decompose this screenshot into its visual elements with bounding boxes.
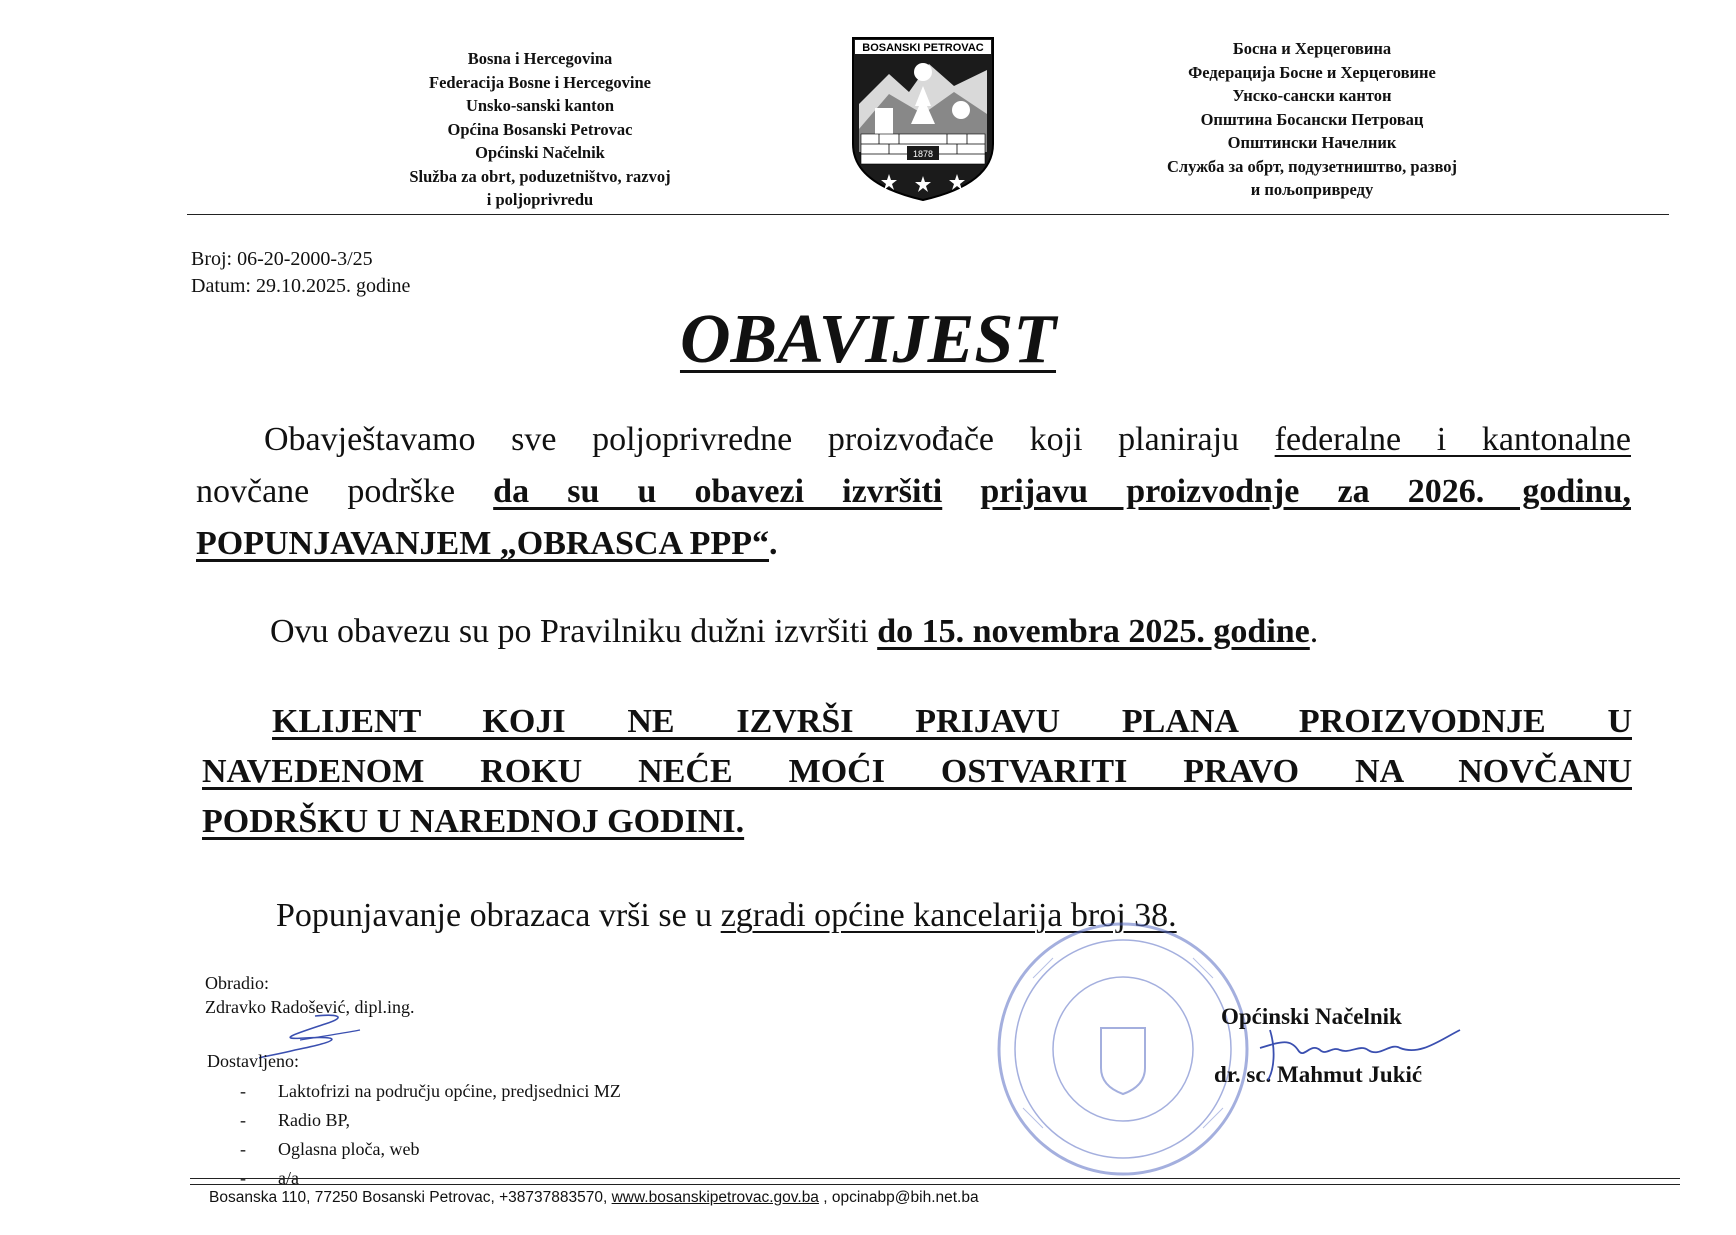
title-text: OBAVIJEST xyxy=(679,301,1057,378)
page-title xyxy=(0,300,1736,380)
bullet-dash: - xyxy=(240,1139,246,1159)
footer-contact xyxy=(209,1189,979,1207)
document-date: Datum: 29.10.2025. godine xyxy=(191,275,411,297)
list-item xyxy=(240,1077,621,1106)
signatory-name: dr. sc. Mahmut Jukić xyxy=(1214,1062,1423,1087)
header-right-line: Општински Начелник xyxy=(1227,133,1397,152)
header-left-line: Služba za obrt, poduzetništvo, razvoj xyxy=(409,166,671,186)
document-number: Broj: 06-20-2000-3/25 xyxy=(191,248,373,270)
p1-text-2: novčane podrške xyxy=(196,473,494,510)
bullet-dash: - xyxy=(240,1110,246,1130)
p3-line-2 xyxy=(202,747,1632,797)
crest-year: 1878 xyxy=(912,149,934,159)
p1-line-1 xyxy=(196,414,1631,466)
p1-bold-1: da su u obavezi izvršiti xyxy=(493,473,943,510)
bullet-dash: - xyxy=(240,1168,246,1188)
delivered-label: Dostavljeno: xyxy=(207,1051,299,1071)
p1-line-2 xyxy=(196,466,1631,518)
footer-rule xyxy=(190,1178,1680,1179)
header-right-line: Унско-сански кантон xyxy=(1232,86,1392,105)
header-left-line: Općina Bosanski Petrovac xyxy=(447,119,633,139)
notice-paragraph-3-warning xyxy=(202,697,1632,847)
p3-line-3 xyxy=(202,797,1632,847)
header-right-block xyxy=(1122,37,1502,202)
municipality-crest-icon xyxy=(849,34,997,204)
footer-separator: , xyxy=(818,1189,832,1206)
notice-paragraph-2 xyxy=(270,606,1670,658)
p3-text-2: NAVEDENOM ROKU NEĆE MOĆI OSTVARITI PRAVO NA NOVČANU xyxy=(202,753,1632,790)
p3-text-1: KLIJENT KOJI NE IZVRŠI PRIJAVU PLANA PROIZVODNJE U xyxy=(272,703,1632,740)
notice-paragraph-1 xyxy=(196,414,1631,570)
list-item-text: Radio BP, xyxy=(278,1110,351,1130)
p1-bold-3: POPUNJAVANJEM „OBRASCA PPP“ xyxy=(196,525,769,562)
bullet-dash: - xyxy=(240,1081,246,1101)
footer-website-link[interactable]: www.bosanskipetrovac.gov.ba xyxy=(611,1189,819,1206)
p2-deadline: do 15. novembra 2025. godine xyxy=(877,613,1310,650)
p1-end: . xyxy=(769,525,778,562)
p1-underlined: federalne i kantonalne xyxy=(1274,421,1631,458)
delivered-list xyxy=(240,1077,621,1193)
footer-email-link[interactable]: opcinabp@bih.net.ba xyxy=(831,1189,979,1206)
list-item-text: Laktofrizi na području općine, predjsednici MZ xyxy=(278,1081,621,1101)
header-left-line: Općinski Načelnik xyxy=(475,143,605,162)
p2-text: Ovu obavezu su po Pravilniku dužni izvršiti xyxy=(270,613,878,650)
p4-location: zgradi općine kancelarija broj 38. xyxy=(720,897,1177,934)
footer-rule-2 xyxy=(190,1184,1680,1185)
signatory-title: Općinski Načelnik xyxy=(1221,1004,1402,1029)
header-left-block xyxy=(350,47,730,212)
header-right-line: Босна и Херцеговина xyxy=(1232,39,1392,58)
header-left-line: Bosna i Hercegovina xyxy=(467,49,613,68)
p1-text: Obavještavamo sve poljoprivredne proizvođače koji planiraju xyxy=(264,421,1275,458)
header-rule xyxy=(187,214,1669,215)
p3-text-3: PODRŠKU U NAREDNOJ GODINI. xyxy=(202,803,745,840)
list-item-text: Oglasna ploča, web xyxy=(278,1139,420,1159)
mayor-signature-icon xyxy=(1250,1020,1470,1090)
list-item xyxy=(240,1106,621,1135)
p1-line-3 xyxy=(196,518,1631,570)
p3-line-1 xyxy=(202,697,1632,747)
header-left-line: i poljoprivredu xyxy=(486,190,594,209)
header-right-line: Служба за обрт, подузетништво, развој xyxy=(1166,156,1458,176)
footer-address: Bosanska 110, 77250 Bosanski Petrovac, +38737883570, xyxy=(209,1189,612,1206)
header-right-line: Општина Босански Петровац xyxy=(1200,109,1424,129)
p4-text: Popunjavanje obrazaca vrši se u xyxy=(276,897,721,934)
p1-bold-2: prijavu proizvodnje za 2026. godinu, xyxy=(980,473,1631,510)
official-stamp-icon xyxy=(993,918,1253,1180)
header-left-line: Unsko-sanski kanton xyxy=(465,96,615,115)
header-left-line: Federacija Bosne i Hercegovine xyxy=(429,72,651,92)
p2-end: . xyxy=(1309,613,1319,650)
list-item xyxy=(240,1135,621,1164)
list-item-text: a/a xyxy=(278,1168,299,1188)
header-right-line: Федерација Босне и Херцеговине xyxy=(1188,62,1436,82)
processed-by-label: Obradio: xyxy=(205,973,269,993)
notice-paragraph-4 xyxy=(276,890,1676,942)
crest-text: BOSANSKI PETROVAC xyxy=(862,42,984,54)
processed-by-name: Zdravko Radošević, dipl.ing. xyxy=(205,997,415,1017)
header-right-line: и пољопривреду xyxy=(1250,180,1374,199)
